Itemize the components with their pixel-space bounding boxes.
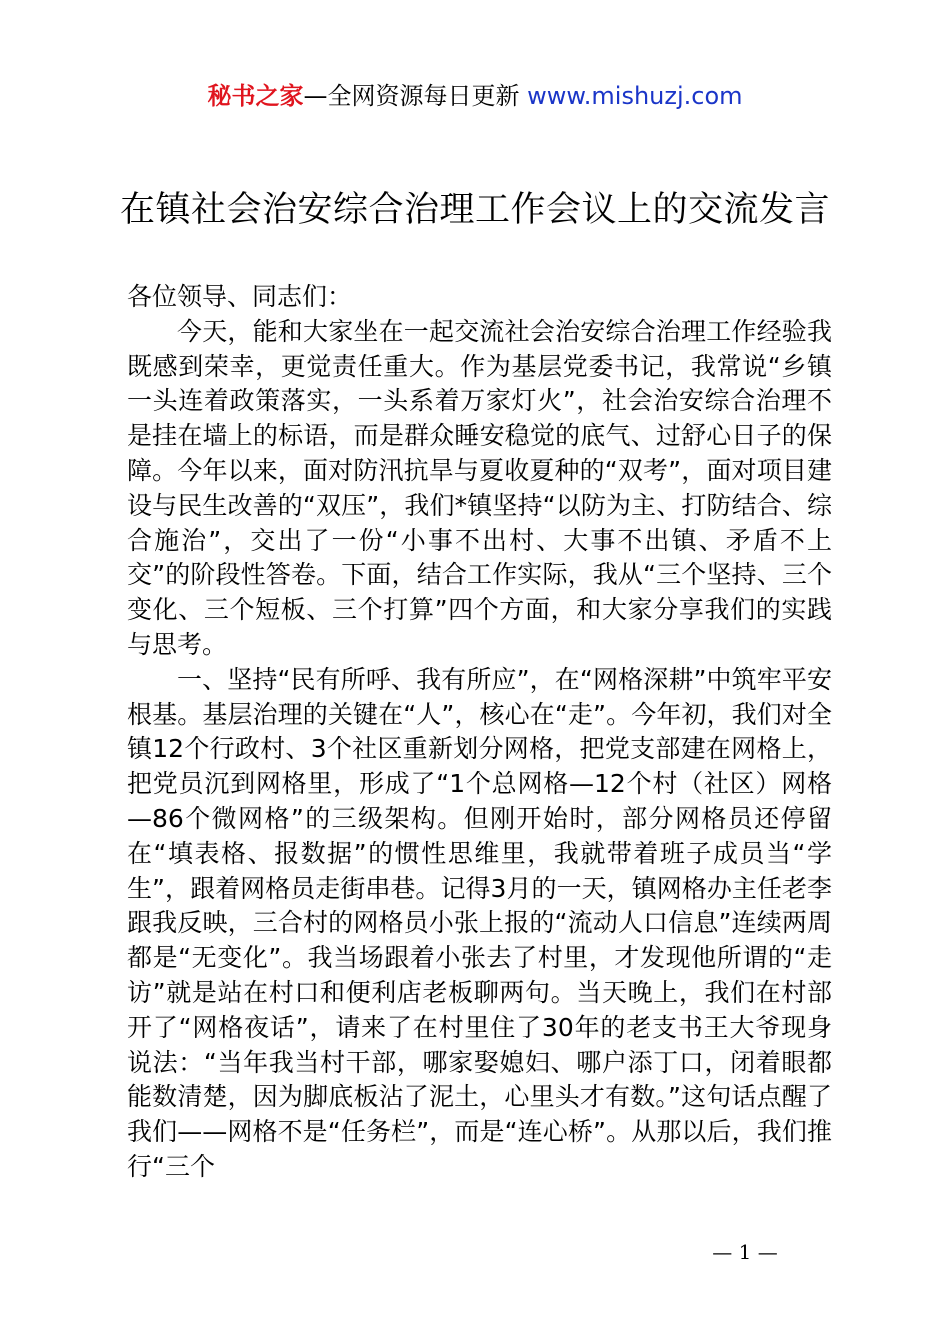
paragraph-intro: 今天，能和大家坐在一起交流社会治安综合治理工作经验我既感到荣幸，更觉责任重大。作为基层党委书记，我常说“乡镇一头连着政策落实，一头系着万家灯火”，社会治安综合治理不是挂在墙上的标语，而是群众睡安稳觉的底气、过舒心日子的保障。今年以来，面对防汛抗旱与夏收夏种的“双考”，面对项目建设与民生改善的“双压”，我们*镇坚持“以防为主、打防结合、综合施治”，交出了一份“小事不出村、大事不出镇、矛盾不上交”的阶段性答卷。下面，结合工作实际，我从“三个坚持、三个变化、三个短板、三个打算”四个方面，和大家分享我们的实践与思考。 xyxy=(127,316,832,659)
site-brand: 秘书之家 xyxy=(207,82,304,110)
salutation: 各位领导、同志们： xyxy=(127,282,353,311)
paragraph-section-one: 一、坚持“民有所呼、我有所应”，在“网格深耕”中筑牢平安根基。基层治理的关键在“人”，核心在“走”。今年初，我们对全镇12个行政村、3个社区重新划分网格，把党支部建在网格上，把党员沉到网格里，形成了“1个总网格—12个村（社区）网格—86个微网格”的三级架构。但刚开始时，部分网格员还停留在“填表格、报数据”的惯性思维里，我就带着班子成员当“学生”，跟着网格员走街串巷。记得3月的一天，镇网格办主任老李跟我反映，三合村的网格员小张上报的“流动人口信息”连续两周都是“无变化”。我当场跟着小张去了村里，才发现他所谓的“走访”就是站在村口和便利店老板聊两句。当天晚上，我们在村部开了“网格夜话”，请来了在村里住了30年的老支书王大爷现身说法：“当年我当村干部，哪家娶媳妇、哪户添丁口，闭着眼都能数清楚，因为脚底板沾了泥土，心里头才有数。”这句话点醒了我们——网格不是“任务栏”，而是“连心桥”。从那以后，我们推行“三个 xyxy=(127,664,832,1181)
page-number: — 1 — xyxy=(712,1240,778,1264)
site-tagline: —全网资源每日更新 xyxy=(303,82,520,110)
document-body xyxy=(127,280,832,1185)
site-url-link[interactable]: www.mishuzj.com xyxy=(527,82,743,110)
site-header xyxy=(0,80,950,112)
document-title: 在镇社会治安综合治理工作会议上的交流发言 xyxy=(119,190,830,230)
